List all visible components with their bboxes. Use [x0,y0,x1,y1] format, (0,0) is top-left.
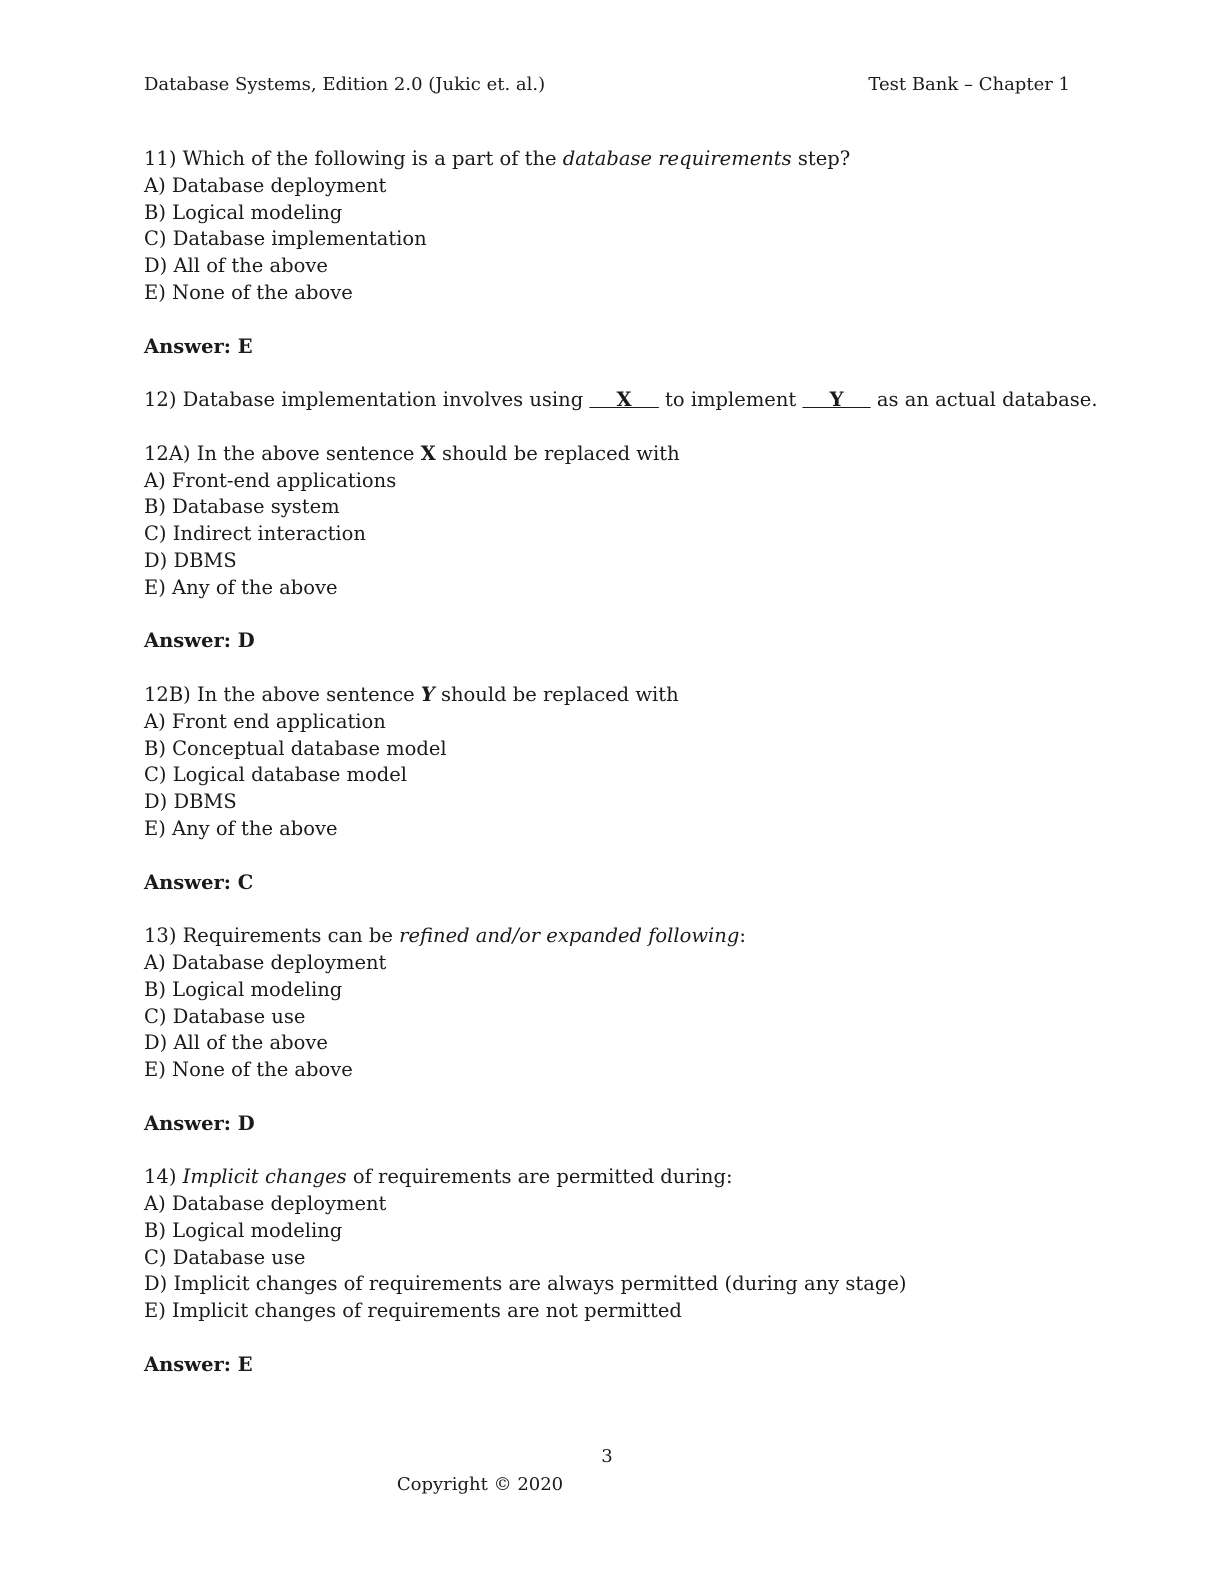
option: C) Database use [144,1245,306,1269]
question-13: 13) Requirements can be refined and/or expanded following: [144,924,746,948]
blank-x: X [589,388,659,412]
copyright: Copyright © 2020 [396,1474,564,1495]
answer-13: Answer: D [144,1111,255,1135]
question-11: 11) Which of the following is a part of the database requirements step? [144,147,851,170]
option: D) Implicit changes of requirements are always permitted (during any stage) [144,1272,907,1296]
header-right: Test Bank – Chapter 1 [868,74,1070,95]
option: D) All of the above [144,254,328,278]
option: B) Logical modeling [144,1218,343,1242]
question-12b: 12B) In the above sentence Y should be replaced with [144,682,679,706]
option: B) Logical modeling [144,977,343,1001]
option: C) Logical database model [144,763,408,787]
question-14: 14) Implicit changes of requirements are permitted during: [144,1165,733,1189]
header-left: Database Systems, Edition 2.0 (Jukic et. al.) [144,74,546,95]
option: E) Any of the above [144,575,338,599]
option: D) DBMS [144,790,237,814]
option: D) All of the above [144,1031,328,1055]
page-number: 3 [601,1446,613,1467]
option: D) DBMS [144,548,237,572]
option: C) Database use [144,1004,306,1028]
question-12a: 12A) In the above sentence X should be replaced with [144,441,680,465]
option: C) Database implementation [144,227,427,251]
option: B) Database system [144,495,340,519]
option: B) Conceptual database model [144,736,447,760]
option: A) Front end application [144,709,386,733]
answer-11: Answer: E [144,334,253,358]
option: A) Database deployment [144,173,387,197]
option: E) None of the above [144,1058,353,1082]
option: A) Database deployment [144,1192,387,1216]
option: A) Front-end applications [144,468,397,492]
option: E) None of the above [144,280,353,304]
answer-12b: Answer: C [144,870,254,894]
option: C) Indirect interaction [144,522,366,546]
option: E) Any of the above [144,816,338,840]
option: A) Database deployment [144,950,387,974]
question-list [144,146,1098,1379]
blank-y: Y [802,388,871,412]
option: E) Implicit changes of requirements are not permitted [144,1299,682,1323]
option: B) Logical modeling [144,200,343,224]
answer-14: Answer: E [144,1352,253,1376]
answer-12a: Answer: D [144,629,255,653]
question-12: 12) Database implementation involves using X to implement Y as an actual database. [144,388,1098,412]
